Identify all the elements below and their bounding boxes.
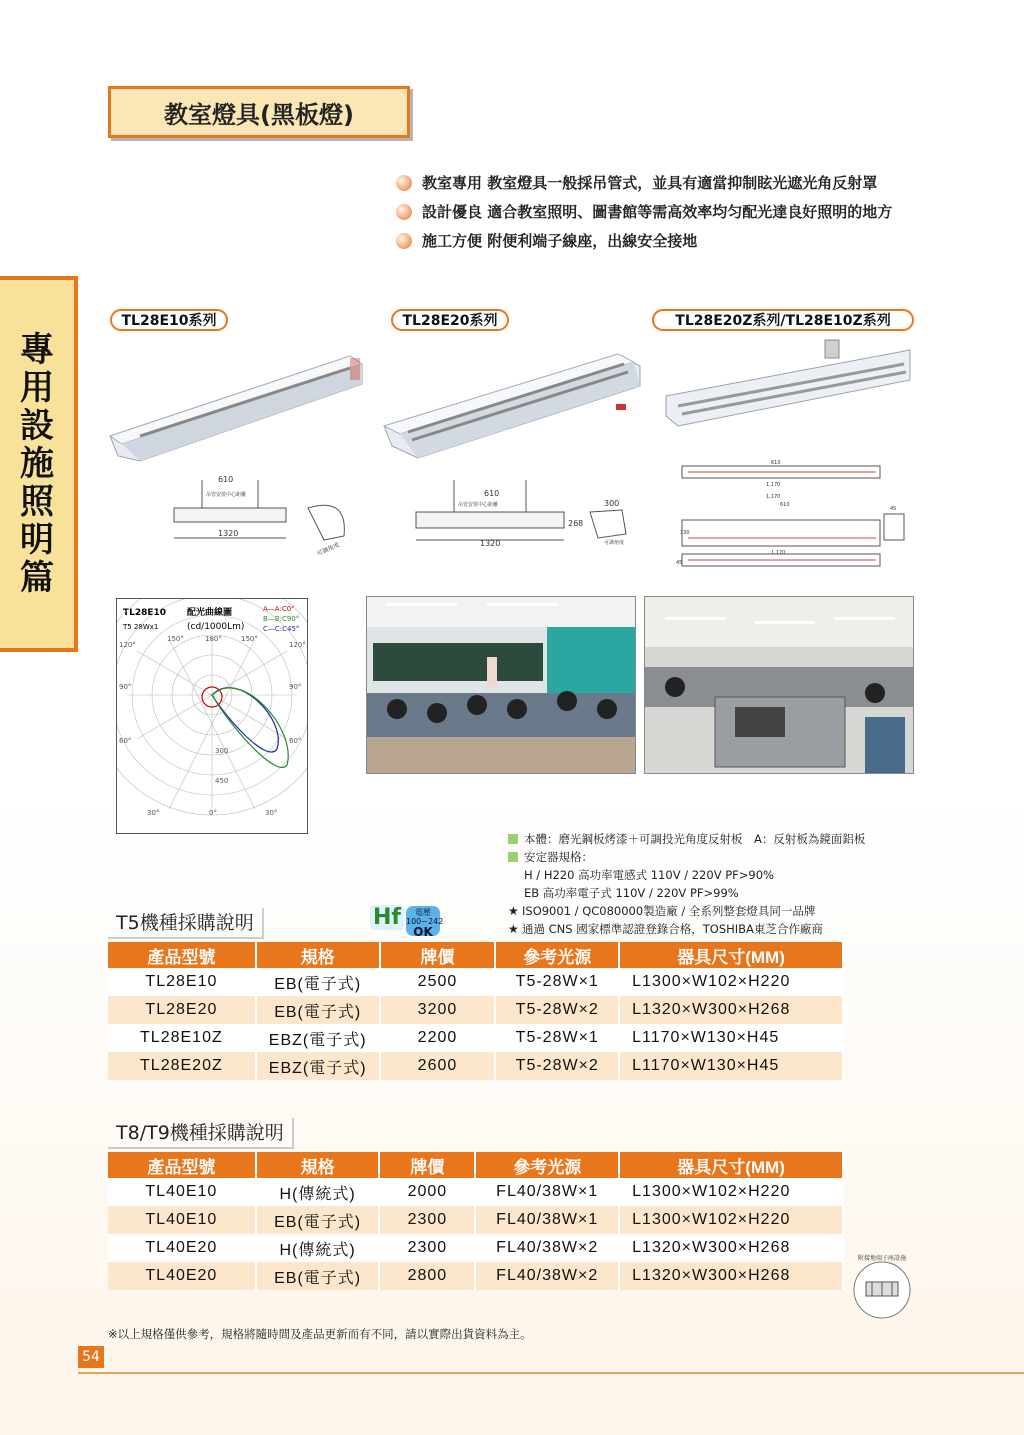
svg-text:1,170: 1,170 (766, 482, 781, 488)
dim-width: 610 (484, 489, 500, 498)
curve-b (212, 688, 288, 767)
polar-lamp: T5 28Wx1 (123, 623, 159, 631)
table-row: TL28E20 EB(電子式) 3200 T5-28W×2 L1320×W300×H268 (108, 996, 843, 1024)
page-title: 教室燈具(黑板燈) (108, 86, 410, 138)
col-model: 產品型號 (108, 942, 256, 968)
t8-table (108, 1152, 844, 1290)
col-price: 牌價 (380, 942, 496, 968)
svg-text:610: 610 (780, 502, 790, 508)
dim-note: 吊管安裝中心距離 (206, 492, 247, 498)
svg-text:1,170: 1,170 (766, 494, 781, 500)
table-row: TL40E10 EB(電子式) 2300 FL40/38W×1 L1300×W102×H220 (108, 1206, 843, 1234)
svg-text:300: 300 (215, 747, 229, 755)
svg-text:120°: 120° (119, 641, 136, 649)
svg-text:150°: 150° (241, 635, 258, 643)
dim-length: 1320 (480, 539, 501, 548)
svg-text:130: 130 (680, 530, 690, 536)
bullet-icon (396, 233, 412, 249)
svg-text:30°: 30° (147, 809, 160, 817)
table-row: TL40E20 H(傳統式) 2300 FL40/38W×2 L1320×W300×H268 (108, 1234, 843, 1262)
bottom-divider (78, 1372, 1024, 1374)
svg-text:450: 450 (215, 777, 229, 785)
svg-text:0°: 0° (209, 809, 217, 817)
terminal-badge-text: 附接地端子座設施 (857, 1255, 907, 1262)
square-bullet-icon (508, 834, 518, 844)
feature-item: 教室專用 教室燈具一般採吊管式，並具有適當抑制眩光遮光角反射罩 (396, 168, 892, 197)
dim-width: 610 (218, 475, 234, 484)
legend-b: B—B:C90° (263, 615, 300, 623)
bullet-icon (396, 204, 412, 220)
dimension-diagram-tl28e20z (676, 458, 916, 578)
table-row: TL40E20 EB(電子式) 2800 FL40/38W×2 L1320×W300×H268 (108, 1262, 843, 1290)
spec-ballast-title: 安定器規格： (508, 848, 865, 866)
feature-item: 設計優良 適合教室照明、圖書館等需高效率均匀配光達良好照明的地方 (396, 197, 892, 226)
svg-text:60°: 60° (289, 737, 302, 745)
bullet-icon (396, 175, 412, 191)
dim-angle: 可調角度 (315, 541, 341, 558)
table-row: TL28E20Z EBZ(電子式) 2600 T5-28W×2 L1170×W130×H45 (108, 1052, 843, 1080)
dim-height: 268 (568, 519, 584, 528)
hf-logo: Hf (370, 905, 404, 930)
col-spec: 規格 (256, 942, 380, 968)
fixture-tl28e20-image (378, 336, 648, 466)
polar-chart-svg (117, 599, 307, 833)
spec-notes (508, 830, 865, 938)
svg-text:1,170: 1,170 (771, 550, 786, 556)
table-row: TL28E10 EB(電子式) 2500 T5-28W×1 L1300×W102×H220 (108, 968, 843, 996)
col-lamp: 參考光源 (475, 1152, 619, 1178)
fixture-tl28e20z-image (660, 336, 920, 436)
col-lamp: 參考光源 (495, 942, 619, 968)
footnote: ※以上規格僅供參考，規格將隨時間及產品更新而有不同，請以實際出貨資料為主。 (108, 1327, 532, 1341)
t8-section-title: T8/T9機種採購說明 (108, 1118, 294, 1149)
t5-table (108, 942, 844, 1080)
svg-text:610: 610 (771, 460, 781, 466)
square-bullet-icon (508, 852, 518, 862)
computer-lab-photo (644, 596, 914, 774)
series-label-tl28e20: TL28E20系列 (391, 309, 509, 331)
series-label-tl28e10: TL28E10系列 (110, 309, 228, 331)
dimension-diagram-tl28e20 (414, 476, 634, 556)
svg-text:180°: 180° (205, 635, 222, 643)
polar-unit: (cd/1000Lm) (187, 622, 245, 632)
section-side-tab: 專 用 設 施 照 明 篇 (0, 276, 78, 652)
col-dimension: 器具尺寸(MM) (619, 942, 843, 968)
svg-text:45: 45 (890, 506, 897, 512)
table-row: TL28E10Z EBZ(電子式) 2200 T5-28W×1 L1170×W130×H45 (108, 1024, 843, 1052)
svg-text:120°: 120° (289, 641, 306, 649)
polar-title: 配光曲線圖 (187, 608, 233, 618)
col-dimension: 器具尺寸(MM) (619, 1152, 843, 1178)
spec-cns: ★ 通過 CNS 國家標準認證登錄合格，TOSHIBA東芝合作廠商 (508, 922, 823, 936)
legend-c: C—C:C45° (263, 625, 300, 633)
classroom-photo (366, 596, 636, 774)
table-row: TL40E10 H(傳統式) 2000 FL40/38W×1 L1300×W102×H220 (108, 1178, 843, 1206)
star-icon: ★ (508, 904, 519, 918)
polar-model: TL28E10 (123, 608, 167, 618)
terminal-block-badge (846, 1250, 918, 1322)
col-price: 牌價 (379, 1152, 475, 1178)
star-icon: ★ (508, 922, 519, 936)
t5-section-title: T5機種採購說明 (108, 908, 264, 939)
spec-body: 本體：磨光鋼板烤漆＋可調投光角度反射板 A：反射板為鏡面鋁板 (508, 830, 865, 848)
svg-text:45: 45 (676, 560, 683, 566)
table-header-row (108, 942, 843, 968)
svg-text:30°: 30° (265, 809, 278, 817)
series-label-tl28e20z: TL28E20Z系列/TL28E10Z系列 (652, 309, 914, 331)
voltage-badge: 電壓 100~242 OK (406, 908, 444, 939)
feature-list (396, 168, 892, 255)
col-spec: 規格 (256, 1152, 380, 1178)
legend-a: A—A:C0° (263, 605, 295, 613)
spec-iso: ★ ISO9001 / QC080000製造廠 / 全系列整套燈具同一品牌 (508, 904, 816, 918)
svg-text:90°: 90° (289, 683, 302, 691)
svg-text:150°: 150° (167, 635, 184, 643)
dim-angle: 可調角度 (604, 540, 625, 546)
polar-diagram (116, 598, 308, 834)
spec-ballast-h: H / H220 高功率電感式 110V / 220V PF>90% (524, 868, 774, 882)
page-number: 54 (78, 1346, 104, 1368)
table-header-row (108, 1152, 843, 1178)
spec-ballast-eb: EB 高功率電子式 110V / 220V PF>99% (524, 886, 739, 900)
dim-note: 吊管安裝中心距離 (458, 502, 499, 508)
dim-depth: 300 (604, 499, 620, 508)
feature-item: 施工方便 附便利端子線座，出線安全接地 (396, 226, 892, 255)
svg-text:90°: 90° (119, 683, 132, 691)
svg-text:60°: 60° (119, 737, 132, 745)
dimension-diagram-tl28e10 (168, 466, 358, 586)
dim-length: 1320 (218, 529, 239, 538)
col-model: 產品型號 (108, 1152, 256, 1178)
fixture-tl28e10-image (100, 336, 370, 466)
